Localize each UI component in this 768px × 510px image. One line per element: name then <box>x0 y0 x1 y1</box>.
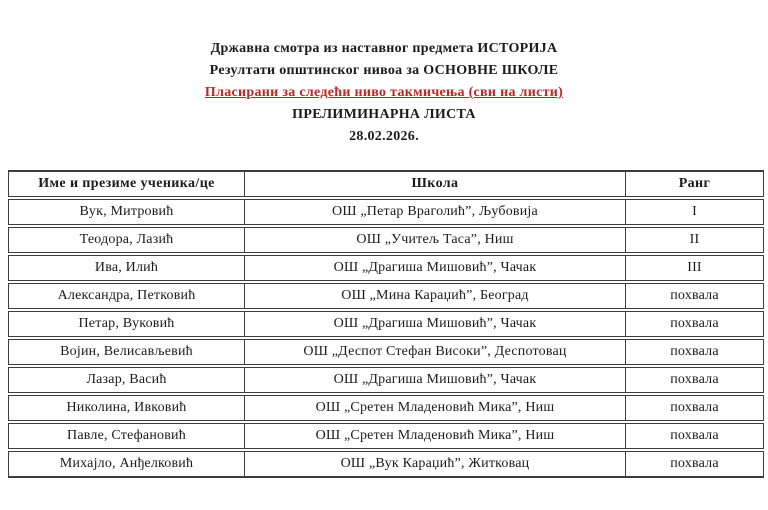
table-row <box>9 254 764 282</box>
school-cell: ОШ „Драгиша Мишовић”, Чачак <box>245 254 626 282</box>
school-cell: ОШ „Деспот Стефан Високи”, Деспотовац <box>245 338 626 366</box>
student-name-cell: Петар, Вуковић <box>9 310 245 338</box>
table-row <box>9 450 764 477</box>
school-cell: ОШ „Сретен Младеновић Мика”, Ниш <box>245 394 626 422</box>
table-row <box>9 282 764 310</box>
results-table <box>8 170 764 478</box>
school-cell: ОШ „Вук Караџић”, Житковац <box>245 450 626 477</box>
doc-title-line-1: Државна смотра из наставног предмета ИСТОРИЈА <box>210 41 558 56</box>
student-name-cell: Вук, Митровић <box>9 198 245 226</box>
school-cell: ОШ „Мина Караџић”, Београд <box>245 282 626 310</box>
rank-cell: похвала <box>626 422 764 450</box>
column-header-rank: Ранг <box>626 171 764 198</box>
table-row <box>9 394 764 422</box>
document-date: 28.02.2026. <box>349 129 419 144</box>
column-header-school: Школа <box>245 171 626 198</box>
table-row <box>9 310 764 338</box>
school-cell: ОШ „Драгиша Мишовић”, Чачак <box>245 310 626 338</box>
document-header <box>0 0 768 144</box>
rank-cell: похвала <box>626 310 764 338</box>
rank-cell: похвала <box>626 366 764 394</box>
student-name-cell: Ива, Илић <box>9 254 245 282</box>
column-header-student-name: Име и презиме ученика/це <box>9 171 245 198</box>
student-name-cell: Лазар, Васић <box>9 366 245 394</box>
table-row <box>9 366 764 394</box>
student-name-cell: Војин, Велисављевић <box>9 338 245 366</box>
rank-cell: I <box>626 198 764 226</box>
doc-title-line-2: Резултати општинског нивоа за ОСНОВНЕ ШКОЛЕ <box>209 63 559 78</box>
table-row <box>9 198 764 226</box>
table-header-row <box>9 171 764 198</box>
school-cell: ОШ „Драгиша Мишовић”, Чачак <box>245 366 626 394</box>
student-name-cell: Александра, Петковић <box>9 282 245 310</box>
rank-cell: III <box>626 254 764 282</box>
school-cell: ОШ „Сретен Младеновић Мика”, Ниш <box>245 422 626 450</box>
school-cell: ОШ „Учитељ Таса”, Ниш <box>245 226 626 254</box>
school-cell: ОШ „Петар Враголић”, Љубовија <box>245 198 626 226</box>
rank-cell: похвала <box>626 338 764 366</box>
rank-cell: похвала <box>626 394 764 422</box>
table-row <box>9 226 764 254</box>
results-table-container <box>8 170 768 478</box>
student-name-cell: Павле, Стефановић <box>9 422 245 450</box>
student-name-cell: Теодора, Лазић <box>9 226 245 254</box>
list-title: ПРЕЛИМИНАРНА ЛИСТА <box>292 107 476 122</box>
table-row <box>9 338 764 366</box>
student-name-cell: Николина, Ивковић <box>9 394 245 422</box>
table-row <box>9 422 764 450</box>
rank-cell: похвала <box>626 450 764 477</box>
student-name-cell: Михајло, Анђелковић <box>9 450 245 477</box>
qualification-notice: Пласирани за следећи ниво такмичења (сви на листи) <box>204 85 564 100</box>
rank-cell: похвала <box>626 282 764 310</box>
rank-cell: II <box>626 226 764 254</box>
